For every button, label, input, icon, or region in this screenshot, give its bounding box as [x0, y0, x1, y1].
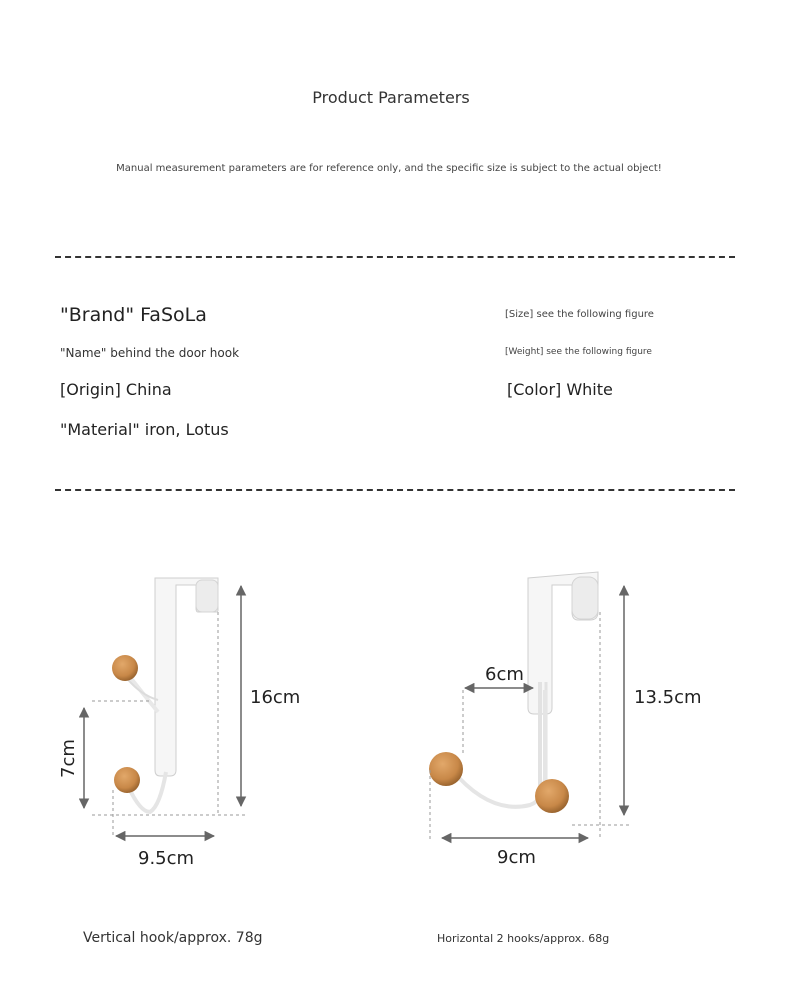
vertical-height-label: 16cm	[250, 687, 301, 708]
hooks-figure	[0, 540, 790, 900]
param-weight: [Weight] see the following figure	[505, 347, 652, 357]
divider-bottom	[55, 489, 735, 491]
param-material: "Material" iron, Lotus	[60, 420, 229, 439]
wood-ball-top	[112, 655, 138, 681]
vertical-hook-caption: Vertical hook/approx. 78g	[83, 930, 263, 946]
param-name: "Name" behind the door hook	[60, 346, 240, 360]
divider-top	[55, 256, 735, 258]
param-brand: "Brand" FaSoLa	[60, 304, 207, 326]
vertical-hook-illustration	[112, 578, 218, 812]
param-color: [Color] White	[507, 380, 613, 399]
wood-ball-bottom	[114, 767, 140, 793]
horizontal-hook-illustration	[429, 572, 598, 813]
horizontal-width-label: 9cm	[497, 847, 536, 868]
wood-ball-right	[535, 779, 569, 813]
page-title: Product Parameters	[312, 88, 470, 107]
horizontal-hook-caption: Horizontal 2 hooks/approx. 68g	[437, 932, 610, 945]
horizontal-height-label: 13.5cm	[634, 687, 702, 708]
wood-ball-left	[429, 752, 463, 786]
param-size: [Size] see the following figure	[505, 309, 654, 320]
vertical-spacing-label: 7cm	[58, 739, 79, 778]
vertical-width-label: 9.5cm	[138, 848, 195, 869]
param-origin: [Origin] China	[60, 380, 172, 399]
measurement-notice: Manual measurement parameters are for reference only, and the specific size is subject to the actual object!	[116, 163, 662, 174]
horizontal-spacing-label: 6cm	[485, 664, 524, 685]
